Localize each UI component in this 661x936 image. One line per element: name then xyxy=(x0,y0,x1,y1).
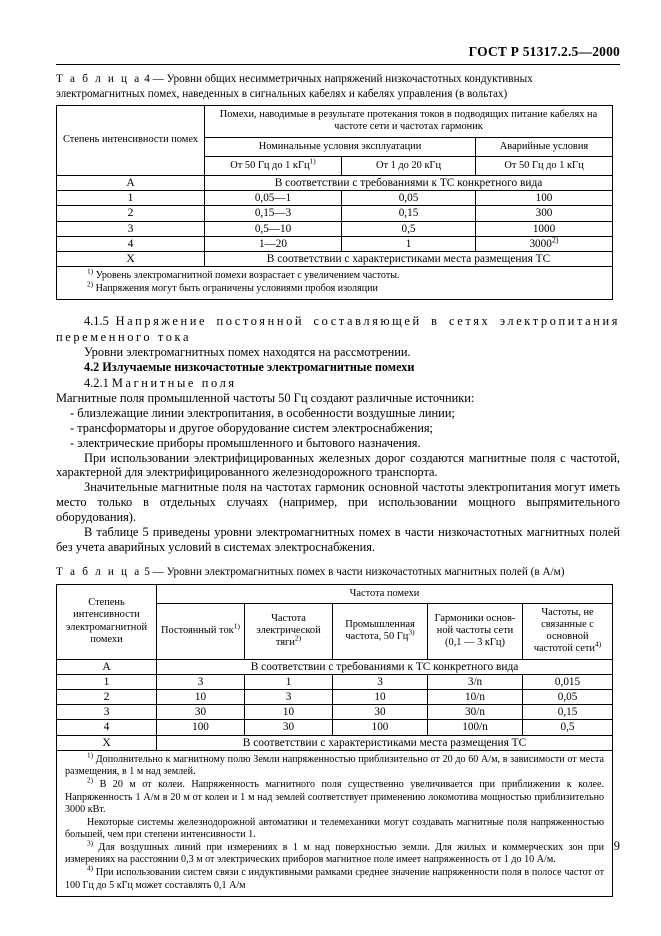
table5-note-3-marker: 3) xyxy=(87,839,94,848)
table4-note-2 xyxy=(65,280,604,296)
table4-cell-f2: 0,15 xyxy=(342,206,476,221)
section-4-2-1-lead: Магнитные поля промышленной частоты 50 Гц создают различные источники: xyxy=(56,390,475,405)
table5-note-1-text: Дополнительно к магнитному полю Земли напряженностью приблизительно от 20 до 60 А/м, в зависимости от места размещения, в 1 м над землей. xyxy=(65,753,605,778)
section-4-1-5-title: Напряжение постоянной составляющей в сетях электропитания переменного тока xyxy=(56,314,620,344)
table-5 xyxy=(56,584,613,898)
table5-caption xyxy=(56,565,620,580)
table4-notes xyxy=(57,267,613,300)
section-4-1-5-number: 4.1.5 xyxy=(84,314,109,329)
table4-cell-f3-footnote-ref: 2) xyxy=(551,235,559,245)
table5-col-mains-text: Промышленная частота, 50 Гц xyxy=(345,618,415,643)
standard-code-header: ГОСТ Р 51317.2.5—2000 xyxy=(468,44,620,59)
table4-cell-f3 xyxy=(476,191,613,206)
section-4-2-heading: 4.2 Излучаемые низкочастотные электромагнитные помехи xyxy=(84,360,415,375)
table-row xyxy=(57,221,613,236)
bullet-transformers: - трансформаторы и другое оборудование систем электроснабжения; xyxy=(70,420,433,435)
header-divider xyxy=(56,64,620,65)
table5-note-3-text: Для воздушных линий при измерениях в 1 м над поверхностью земли. Для жилых и коммерческих зон при измерениях на расстоянии 0,3 м от электрических приборов магнитное поле имеет напряженность от 1 до 10 А/м. xyxy=(65,841,605,866)
paragraph-railways: При использовании электрифицированных железных дорог создаются магнитные поля с частотой, характерной для электрифицированного железнодорожного транспорта. xyxy=(56,450,620,480)
table-row xyxy=(57,689,613,704)
table-row xyxy=(57,674,613,689)
table5-note-4 xyxy=(65,864,605,892)
table-row xyxy=(57,206,613,221)
table4-cell-f3-text: 1000 xyxy=(532,222,556,235)
table4-cell-f3 xyxy=(476,206,613,221)
table4-row-x-label: X xyxy=(57,252,205,267)
table4-row-level: 1 xyxy=(57,191,205,206)
table4-cell-f1: 0,5—10 xyxy=(205,221,342,236)
table5-col-mains-footnote-ref: 3) xyxy=(408,627,415,637)
section-4-1-5-text: Уровни электромагнитных помех находятся на рассмотрении. xyxy=(84,345,411,360)
table5-cell-harmonics: 10/n xyxy=(428,689,523,704)
table5-col-traction-text: Частота электрической тяги xyxy=(256,612,321,649)
table5-row-level: 3 xyxy=(57,705,157,720)
bullet-appliances: - электрические приборы промышленного и бытового назначения. xyxy=(70,435,421,450)
table4-cell-f3-text: 3000 xyxy=(529,237,552,250)
table5-col-dc xyxy=(157,603,245,659)
table-row xyxy=(57,236,613,251)
table-row xyxy=(57,720,613,735)
table5-row-level: 4 xyxy=(57,720,157,735)
table5-note-1 xyxy=(65,751,605,779)
table4-notes-row xyxy=(57,267,613,300)
table5-col-dc-footnote-ref: 1) xyxy=(233,621,240,631)
table5-note-2-text: В 20 м от колеи. Напряженность магнитного поля существенно увеличивается при приближении к колее. Напряженность 1 А/м в 20 м от колеи и 1 м над землей соответствует применению локомотива мощностью приблизительно 3000 кВт. xyxy=(65,778,605,816)
table5-col-other-footnote-ref: 4) xyxy=(594,639,602,649)
table4-cell-f3-text: 100 xyxy=(535,192,553,205)
table4-cell-f2: 0,05 xyxy=(342,191,476,206)
table4-col-f2: От 1 до 20 кГц xyxy=(342,156,476,175)
section-4-2-1-number: 4.2.1 xyxy=(84,375,109,390)
table4-caption-number: 4 xyxy=(144,73,150,85)
table5-cell-dc: 3 xyxy=(157,674,245,689)
table4-row-level: 3 xyxy=(57,221,205,236)
table5-note-2-marker: 2) xyxy=(87,776,94,785)
table5-col-dc-text: Постоянный ток xyxy=(161,625,234,636)
table4-row-a-span: В соответствии с требованиями к ТС конкретного вида xyxy=(205,176,613,191)
table-row xyxy=(57,735,613,750)
table5-col-harmonics: Гармоники основ- ной частоты сети (0,1 — 3 кГц) xyxy=(428,603,523,659)
table4-cell-f3 xyxy=(476,236,613,251)
section-4-2-1-title: Магнитные поля xyxy=(111,375,237,390)
table4-col-f1-text: От 50 Гц до 1 кГц xyxy=(230,159,310,171)
table-row xyxy=(57,659,613,674)
table5-col-other-text: Частоты, не связанные с основной частотой сети xyxy=(533,606,595,655)
table5-header-row-1 xyxy=(57,584,613,603)
table4-caption-text: — Уровни общих несимметричных напряжений низкочастотных кондуктивных электромагнитных помех, наведенных в сигнальных кабелях и кабелях управления (в вольтах) xyxy=(56,73,533,100)
table5-note-3 xyxy=(65,839,605,867)
table4-col-degree: Степень интенсивности помех xyxy=(57,106,205,176)
table4-header-row-1 xyxy=(57,106,613,137)
table5-cell-traction: 30 xyxy=(245,720,333,735)
table4-col-emergency: Аварийные условия xyxy=(476,137,613,156)
page-number: 9 xyxy=(613,839,620,853)
table4-caption xyxy=(56,72,620,101)
table4-cell-f2: 0,5 xyxy=(342,221,476,236)
table4-cell-f3 xyxy=(476,221,613,236)
table4-caption-label: Т а б л и ц а xyxy=(56,73,142,85)
table4-row-x-span: В соответствии с характеристиками места размещения ТС xyxy=(205,252,613,267)
table4-note-2-text: Напряжения могут быть ограничены условиями пробоя изоляции xyxy=(95,282,378,294)
table5-cell-mains: 3 xyxy=(333,674,428,689)
table5-row-level: 1 xyxy=(57,674,157,689)
table5-caption-text: — Уровни электромагнитных помех в части низкочастотных магнитных полей (в А/м) xyxy=(152,565,565,578)
table5-cell-dc: 100 xyxy=(157,720,245,735)
table5-caption-label: Т а б л и ц а xyxy=(56,565,142,578)
table5-col-degree: Степень интенсивности электромагнитной помехи xyxy=(57,584,157,659)
table5-cell-harmonics: 3/n xyxy=(428,674,523,689)
table5-notes xyxy=(57,750,613,897)
table4-row-level: 2 xyxy=(57,206,205,221)
table4-note-1-text: Уровень электромагнитной помехи возрастает с увеличением частоты. xyxy=(95,270,400,282)
table5-col-traction xyxy=(245,603,333,659)
table5-cell-other: 0,15 xyxy=(523,705,613,720)
table5-cell-mains: 30 xyxy=(333,705,428,720)
table4-col-f1 xyxy=(205,156,342,175)
table5-cell-harmonics: 30/n xyxy=(428,705,523,720)
table5-cell-mains: 100 xyxy=(333,720,428,735)
table5-row-x-span: В соответствии с характеристиками места размещения ТС xyxy=(157,735,613,750)
table5-cell-other: 0,5 xyxy=(523,720,613,735)
table4-cell-f1: 0,05—1 xyxy=(205,191,342,206)
table5-note-4-marker: 4) xyxy=(87,864,94,873)
table4-cell-f2: 1 xyxy=(342,236,476,251)
table5-cell-other: 0,05 xyxy=(523,689,613,704)
table4-col-group: Помехи, наводимые в результате протекания токов в подводящих питание кабелях на частоте сети и частотах гармоник xyxy=(205,106,613,137)
table5-col-mains xyxy=(333,603,428,659)
page-content xyxy=(56,72,620,897)
paragraph-table5-intro: В таблице 5 приведены уровни электромагнитных помех в части низкочастотных магнитных полей без учета аварийных условий в системах электроснабжения. xyxy=(56,525,620,554)
bullet-overhead-lines: - близлежащие линии электропитания, в особенности воздушные линии; xyxy=(70,405,455,420)
table5-cell-mains: 10 xyxy=(333,689,428,704)
table5-col-traction-footnote-ref: 2) xyxy=(294,633,302,643)
paragraph-harmonics: Значительные магнитные поля на частотах гармоник основной частоты электропитания могут иметь место только в отдельных случаях (например, при использовании мощного выпрямительного оборудования). xyxy=(56,480,620,525)
section-4-2-1-heading xyxy=(56,376,620,391)
table4-cell-f1: 0,15—3 xyxy=(205,206,342,221)
table5-col-group: Частота помехи xyxy=(157,584,613,603)
table4-note-1-marker: 1) xyxy=(87,267,94,276)
table5-notes-row xyxy=(57,750,613,897)
table-row xyxy=(57,176,613,191)
table5-row-level: 2 xyxy=(57,689,157,704)
table5-note-2 xyxy=(65,776,605,817)
table-row xyxy=(57,191,613,206)
table5-cell-traction: 3 xyxy=(245,689,333,704)
table5-cell-other: 0,015 xyxy=(523,674,613,689)
table4-col-f3: От 50 Гц до 1 кГц xyxy=(476,156,613,175)
table5-row-a-span: В соответствии с требованиями к ТС конкретного вида xyxy=(157,659,613,674)
table4-row-a-label: А xyxy=(57,176,205,191)
table4-row-level: 4 xyxy=(57,236,205,251)
table5-row-a-label: А xyxy=(57,659,157,674)
table-row xyxy=(57,705,613,720)
table5-note-1-marker: 1) xyxy=(87,751,94,760)
table5-cell-harmonics: 100/n xyxy=(428,720,523,735)
table5-caption-number: 5 xyxy=(144,565,150,578)
table5-cell-traction: 10 xyxy=(245,705,333,720)
table4-col-nominal: Номинальные условия эксплуатации xyxy=(205,137,476,156)
table5-cell-traction: 1 xyxy=(245,674,333,689)
table4-note-1 xyxy=(65,267,604,283)
section-4-1-5-heading xyxy=(56,314,620,345)
table4-col-f1-footnote-ref: 1) xyxy=(309,156,316,166)
table-row xyxy=(57,252,613,267)
table5-cell-dc: 10 xyxy=(157,689,245,704)
table4-cell-f1: 1—20 xyxy=(205,236,342,251)
table4-note-2-marker: 2) xyxy=(87,280,94,289)
table5-note-2-continued: Некоторые системы железнодорожной автоматики и телемеханики могут создавать магнитные поля напряженностью большей, чем при степени интенсивности 1. xyxy=(65,816,605,841)
table5-row-x-label: X xyxy=(57,735,157,750)
table4-cell-f3-text: 300 xyxy=(535,207,553,220)
table5-col-other xyxy=(523,603,613,659)
table-4 xyxy=(56,105,613,300)
table5-cell-dc: 30 xyxy=(157,705,245,720)
table5-note-4-text: При использовании систем связи с индуктивными рамками среднее значение напряженности поля в полосе частот от 100 Гц до 5 кГц может составлять 0,1 А/м xyxy=(65,867,605,891)
